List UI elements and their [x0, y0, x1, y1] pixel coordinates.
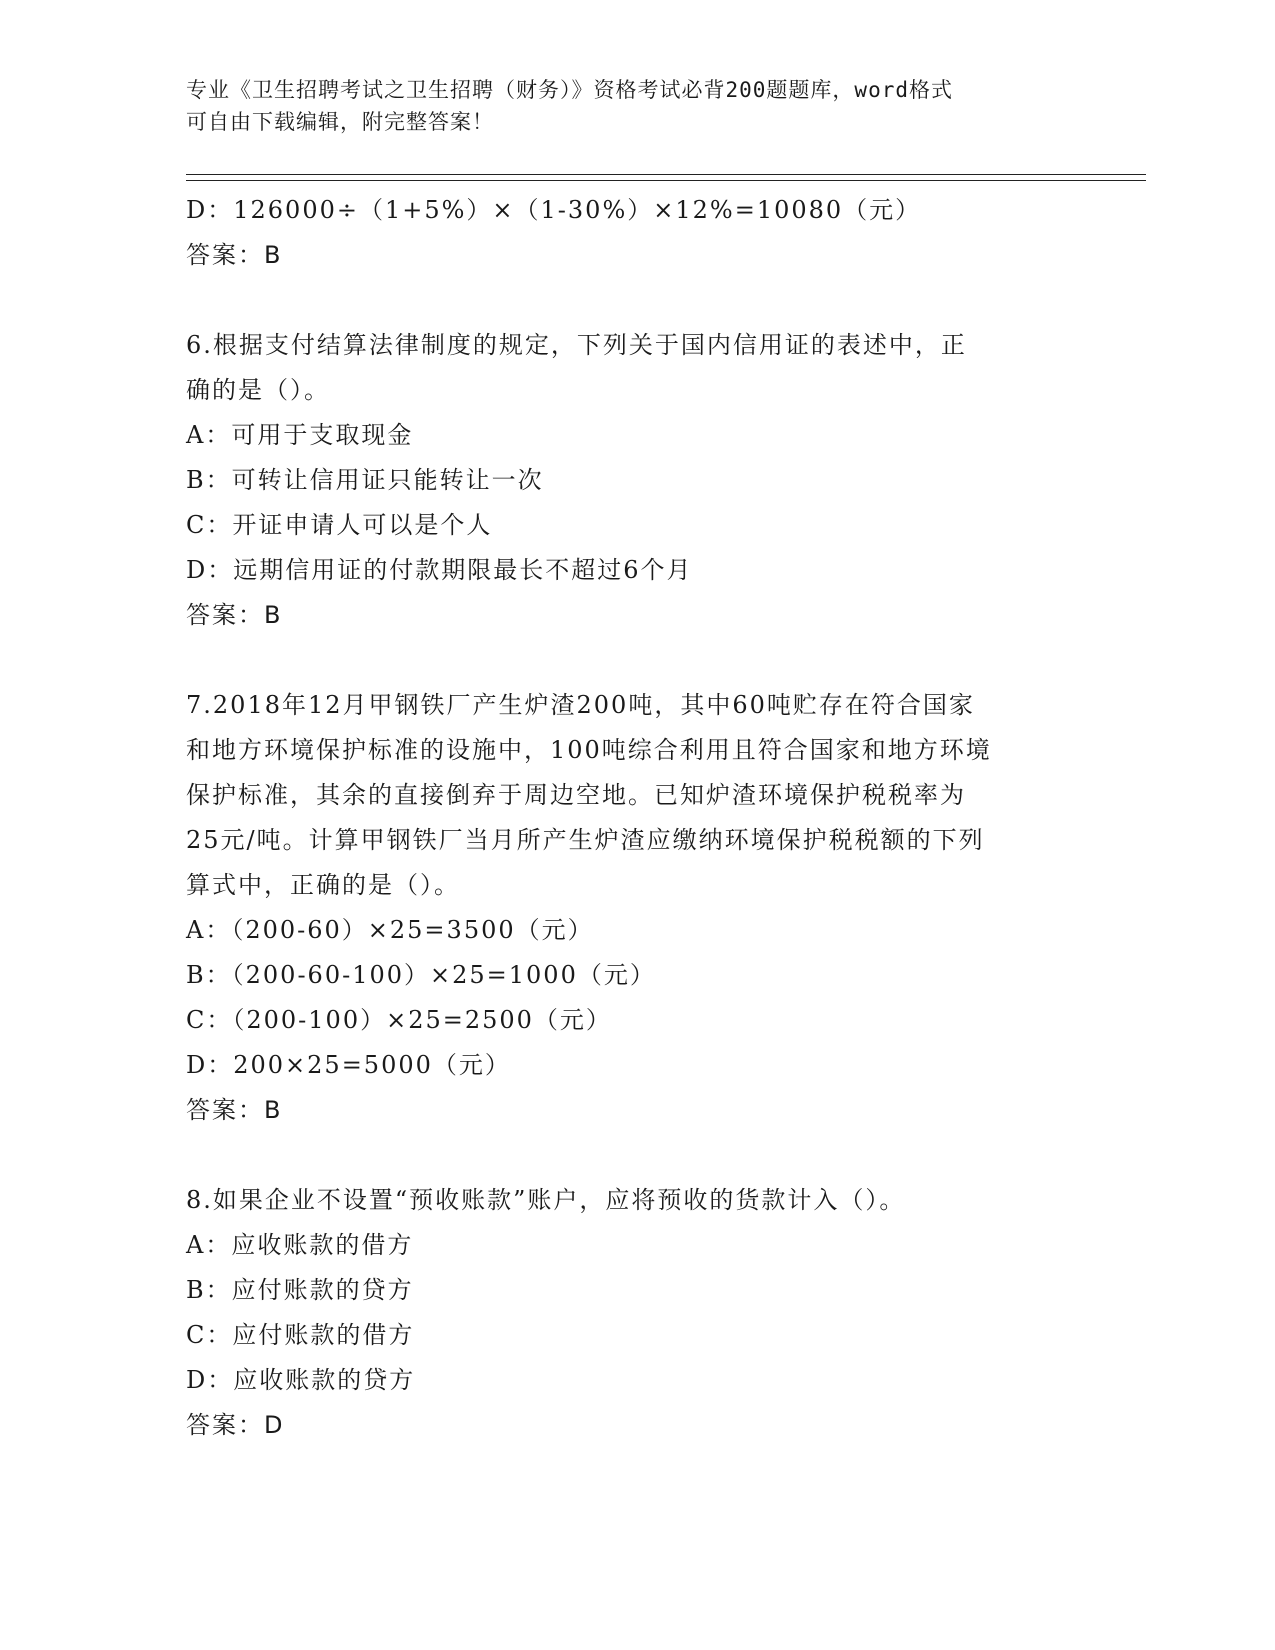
option-d: D：应收账款的贷方: [186, 1366, 416, 1394]
question-stem: 6.根据支付结算法律制度的规定，下列关于国内信用证的表述中，正: [186, 331, 967, 359]
option-d: D：远期信用证的付款期限最长不超过6个月: [186, 556, 693, 584]
option-a: A：（200-60）×25=3500（元）: [186, 916, 594, 944]
option-c: C：（200-100）×25=2500（元）: [186, 1006, 612, 1034]
header-title-line-2: 可自由下载编辑，附完整答案！: [186, 110, 494, 134]
answer-line: 答案：B: [186, 601, 283, 629]
header-title-line-1: 专业《卫生招聘考试之卫生招聘（财务）》资格考试必背200题题库，word格式: [186, 78, 953, 102]
header-divider-bottom: [186, 180, 1146, 181]
option-d: D：200×25=5000（元）: [186, 1051, 511, 1079]
spacer: [186, 278, 1086, 323]
question-stem: 算式中，正确的是（）。: [186, 871, 460, 899]
question-stem: 25元/吨。计算甲钢铁厂当月所产生炉渣应缴纳环境保护税税额的下列: [186, 826, 985, 854]
question-stem: 7.2018年12月甲钢铁厂产生炉渣200吨，其中60吨贮存在符合国家: [186, 691, 975, 719]
option-c: C：开证申请人可以是个人: [186, 511, 493, 539]
option-a: A：应收账款的借方: [186, 1231, 414, 1259]
header-divider-top: [186, 174, 1146, 175]
question-stem: 保护标准，其余的直接倒弃于周边空地。已知炉渣环境保护税税率为: [186, 781, 966, 809]
question-5-tail: [186, 188, 1086, 278]
option-b: B：应付账款的贷方: [186, 1276, 414, 1304]
document-body: [186, 188, 1086, 1448]
document-header: [186, 74, 1086, 138]
question-stem: 和地方环境保护标准的设施中，100吨综合利用且符合国家和地方环境: [186, 736, 992, 764]
question-8: [186, 1178, 1086, 1448]
option-b: B：可转让信用证只能转让一次: [186, 466, 544, 494]
option-a: A：可用于支取现金: [186, 421, 414, 449]
question-stem: 8.如果企业不设置“预收账款”账户，应将预收的货款计入（）。: [186, 1186, 906, 1214]
option-c: C：应付账款的借方: [186, 1321, 415, 1349]
question-stem: 确的是（）。: [186, 376, 330, 404]
answer-line: 答案：B: [186, 241, 283, 269]
answer-line: 答案：D: [186, 1411, 285, 1439]
option-d: D：126000÷（1+5%）×（1-30%）×12%=10080（元）: [186, 196, 922, 224]
question-6: [186, 323, 1086, 638]
spacer: [186, 1133, 1086, 1178]
option-b: B：（200-60-100）×25=1000（元）: [186, 961, 656, 989]
spacer: [186, 638, 1086, 683]
question-7: [186, 683, 1086, 1133]
answer-line: 答案：B: [186, 1096, 283, 1124]
